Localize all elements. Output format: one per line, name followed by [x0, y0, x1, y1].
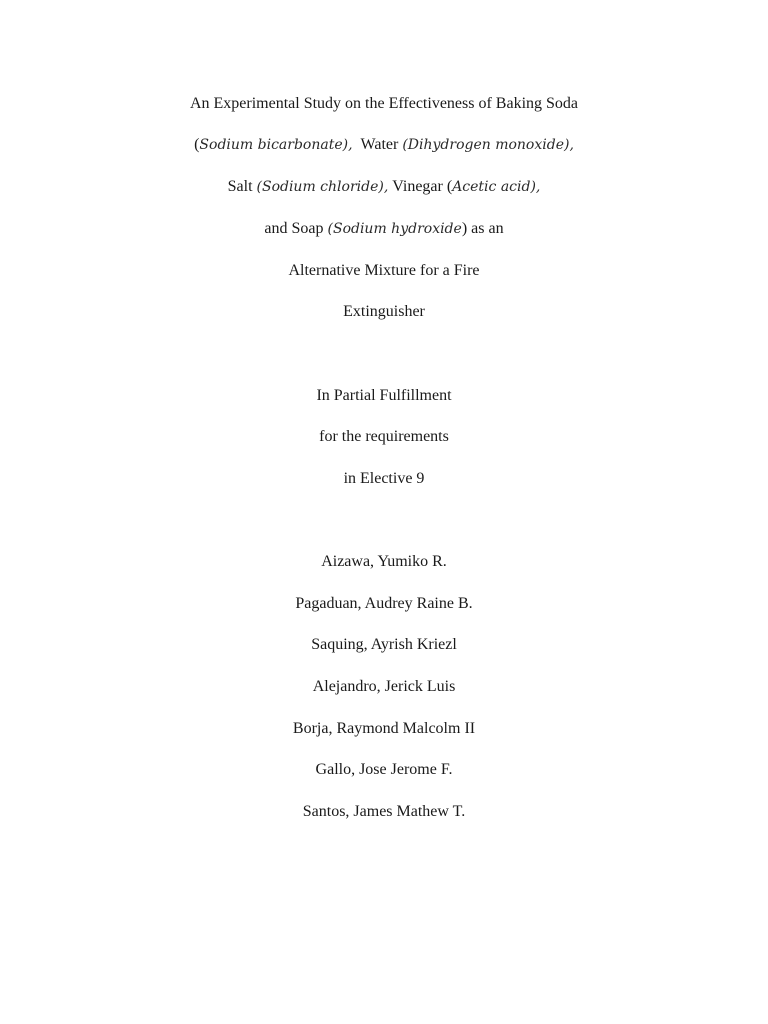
salt-label: Salt — [227, 178, 253, 195]
title-line-4 — [0, 219, 768, 239]
soap-chemical-name: (Sodium hydroxide — [327, 221, 462, 237]
title-line-6: Extinguisher — [343, 303, 425, 320]
author-name: Borja, Raymond Malcolm II — [292, 720, 476, 737]
baking-soda-chemical-name: Sodium bicarbonate), — [199, 137, 353, 153]
vinegar-label: Vinegar ( — [392, 178, 453, 195]
water-chemical-name: (Dihydrogen monoxide), — [402, 137, 574, 153]
fulfillment-line-2: for the requirements — [319, 428, 449, 445]
soap-label: and Soap — [264, 220, 324, 237]
fulfillment-line-3: in Elective 9 — [343, 470, 425, 487]
author-name: Saquing, Ayrish Kriezl — [311, 636, 457, 653]
author-name: Pagaduan, Audrey Raine B. — [295, 595, 473, 612]
water-label: Water — [360, 136, 399, 153]
author-name: Alejandro, Jerick Luis — [312, 678, 456, 695]
title-line-4-tail: ) as an — [461, 220, 504, 237]
author-name: Aizawa, Yumiko R. — [321, 553, 447, 570]
salt-chemical-name: (Sodium chloride), — [256, 179, 389, 195]
open-paren: ( — [194, 136, 200, 153]
title-line-3 — [0, 177, 768, 197]
author-name: Santos, James Mathew T. — [302, 803, 466, 820]
title-line-2 — [0, 135, 768, 155]
title-line-1: An Experimental Study on the Effectiveness of Baking Soda — [189, 95, 579, 112]
title-line-5: Alternative Mixture for a Fire — [288, 262, 480, 279]
fulfillment-line-1: In Partial Fulfillment — [316, 387, 452, 404]
author-name: Gallo, Jose Jerome F. — [315, 761, 453, 778]
vinegar-chemical-name: Acetic acid), — [452, 179, 541, 195]
